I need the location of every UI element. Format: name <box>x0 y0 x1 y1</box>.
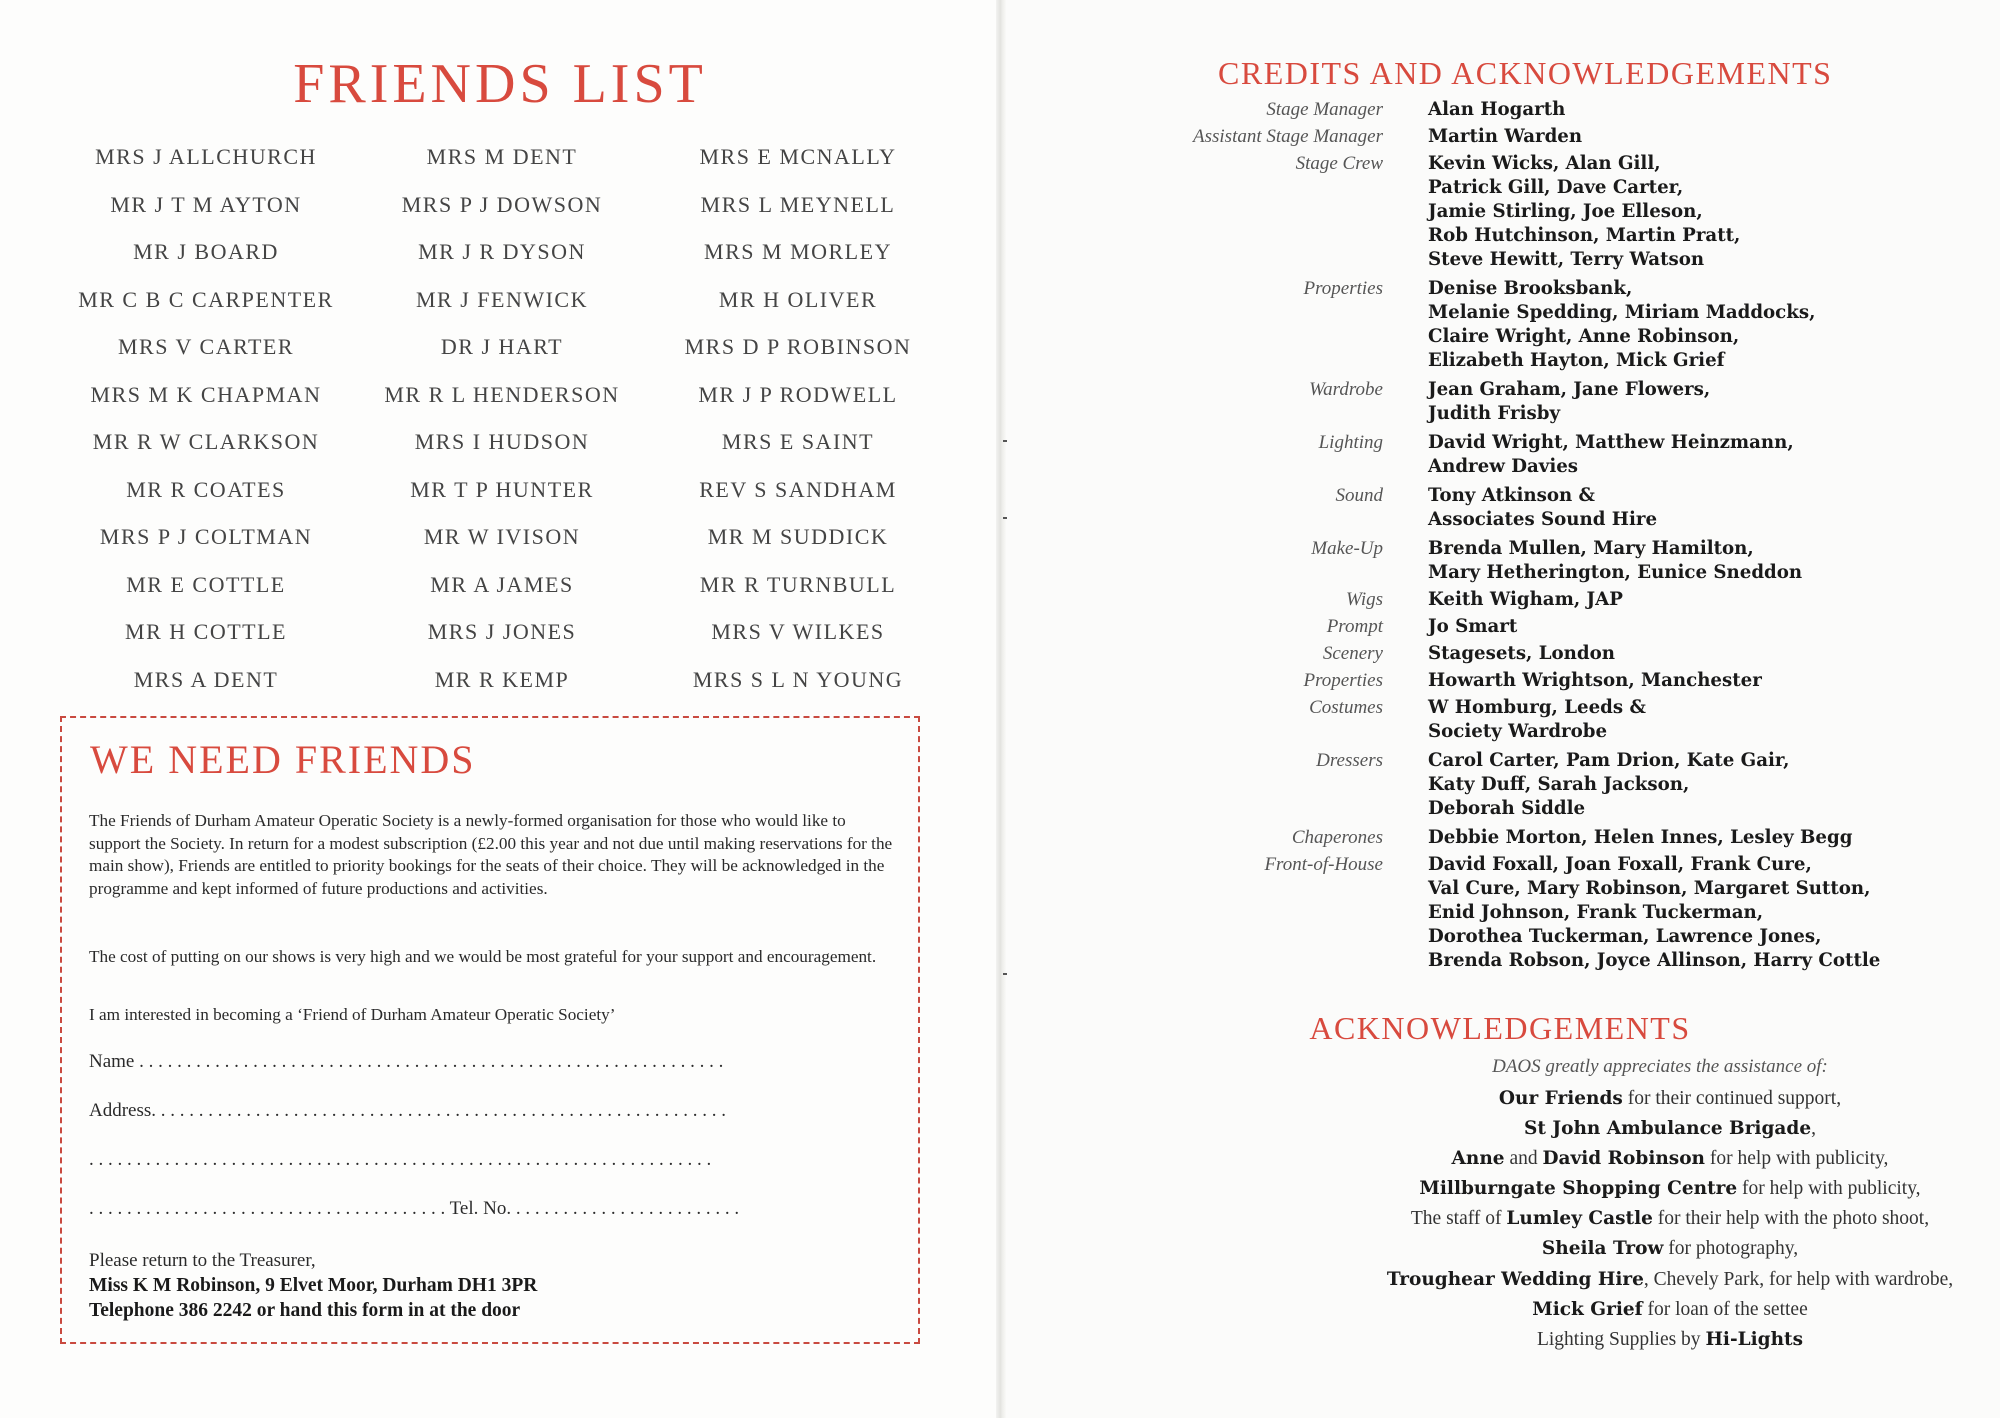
friend-name: MR J P RODWELL <box>698 381 898 407</box>
credit-names: Jean Graham, Jane Flowers, Judith Frisby <box>1428 379 1711 424</box>
acknowledgement-text: , <box>1811 1118 1816 1140</box>
acknowledgement-line <box>1370 1325 1970 1355</box>
friends-list <box>58 133 928 703</box>
friend-name: MRS J ALLCHURCH <box>95 144 317 169</box>
acknowledged-party: Hi-Lights <box>1705 1328 1804 1350</box>
credit-role: Costumes <box>1309 697 1383 718</box>
fold-mark <box>1003 440 1007 442</box>
credit-role: Stage Manager <box>1266 99 1383 120</box>
credit-row <box>1160 749 1960 821</box>
acknowledgement-line <box>1370 1265 1970 1295</box>
credit-names: David Wright, Matthew Heinzmann, Andrew Davies <box>1428 432 1794 477</box>
credit-row <box>1160 152 1960 272</box>
friend-name: MR R COATES <box>126 476 286 502</box>
credits-list <box>1160 98 1960 973</box>
friend-name: MR R TURNBULL <box>699 571 897 597</box>
friend-name: MRS M MORLEY <box>704 239 892 264</box>
friend-name: MRS S L N YOUNG <box>692 666 904 692</box>
friend-name: MR E COTTLE <box>126 571 286 597</box>
friend-name: MRS J JONES <box>427 619 577 644</box>
acknowledgements-intro: DAOS greatly appreciates the assistance of: <box>1492 1056 1828 1077</box>
credit-row <box>1160 277 1960 373</box>
credit-names: David Foxall, Joan Foxall, Frank Cure, Val Cure, Mary Robinson, Margaret Sutton, Enid Johnson, Frank Tuckerman, Dorothea Tuckerman, Lawrence Jones, Brenda Robson, Joyce Allinson, Harry Cottle <box>1428 854 1881 971</box>
credit-role: Properties <box>1303 670 1383 691</box>
treasurer-address: Miss K M Robinson, 9 Elvet Moor, Durham DH1 3PR <box>89 1275 538 1296</box>
credit-role: Stage Crew <box>1295 153 1383 174</box>
friend-name: MRS M K CHAPMAN <box>90 381 322 407</box>
acknowledgement-text: for help with publicity, <box>1705 1148 1889 1170</box>
acknowledged-party: Anne <box>1451 1148 1505 1170</box>
treasurer-telephone: Telephone 386 2242 or hand this form in at the door <box>89 1300 521 1321</box>
friend-name: MR M SUDDICK <box>707 524 889 549</box>
credit-row <box>1160 615 1960 639</box>
credit-names: Carol Carter, Pam Drion, Kate Gair, Katy Duff, Sarah Jackson, Deborah Siddle <box>1428 750 1790 819</box>
acknowledgement-text: The staff of <box>1410 1208 1507 1230</box>
acknowledgement-text: , Chevely Park, for help with wardrobe, <box>1643 1268 1954 1290</box>
friend-name: MR R KEMP <box>434 666 570 692</box>
interest-statement: I am interested in becoming a ‘Friend of Durham Amateur Operatic Society’ <box>89 1005 616 1024</box>
acknowledged-party: Troughear Wedding Hire <box>1386 1268 1644 1290</box>
fold-mark <box>1003 973 1007 975</box>
acknowledgement-text: Lighting Supplies by <box>1536 1328 1706 1350</box>
credit-role: Wigs <box>1346 589 1383 610</box>
credit-role: Chaperones <box>1291 827 1383 848</box>
credit-role: Scenery <box>1322 643 1383 664</box>
acknowledgement-text: and <box>1504 1148 1543 1170</box>
acknowledged-party: Sheila Trow <box>1541 1238 1664 1260</box>
credit-names: Denise Brooksbank, Melanie Spedding, Miriam Maddocks, Claire Wright, Anne Robinson, Elizabeth Hayton, Mick Grief <box>1428 278 1816 371</box>
friend-name: MR A JAMES <box>430 571 574 597</box>
friend-name: MR H OLIVER <box>718 286 878 312</box>
friend-name: MRS V CARTER <box>117 334 295 359</box>
credit-role: Properties <box>1303 278 1383 299</box>
credit-row <box>1160 484 1960 532</box>
friend-name: MRS L MEYNELL <box>700 191 896 217</box>
acknowledgement-text: for their continued support, <box>1622 1088 1842 1109</box>
credit-names: Jo Smart <box>1428 616 1518 637</box>
credit-names: Kevin Wicks, Alan Gill, Patrick Gill, Dave Carter, Jamie Stirling, Joe Elleson, Rob Hutchinson, Martin Pratt, Steve Hewitt, Terry Watson <box>1428 153 1741 270</box>
friend-name: MRS E MCNALLY <box>699 144 897 169</box>
friend-name: MRS P J DOWSON <box>401 191 603 217</box>
acknowledgement-text: for help with publicity, <box>1737 1178 1921 1200</box>
friend-name: MRS I HUDSON <box>414 429 590 454</box>
address-field-line-2[interactable]: . . . . . . . . . . . . . . . . . . . . . . . . . . . . . . . . . . . . . . . . . . . . . . . . . . . . . . . . . . . . . . . . . . <box>89 1149 712 1170</box>
we-need-friends-title: WE NEED FRIENDS <box>90 737 476 782</box>
acknowledged-party: Millburngate Shopping Centre <box>1419 1178 1738 1200</box>
return-instruction: Please return to the Treasurer, <box>89 1250 316 1271</box>
credit-row <box>1160 378 1960 426</box>
friend-name: MR J BOARD <box>133 239 279 264</box>
acknowledgements-title: ACKNOWLEDGEMENTS <box>1309 1010 1691 1046</box>
friend-name: MRS A DENT <box>133 666 279 692</box>
credit-names: Keith Wigham, JAP <box>1428 589 1623 610</box>
acknowledgement-text: for their help with the photo shoot, <box>1652 1208 1930 1230</box>
friend-name: MR J R DYSON <box>418 239 586 264</box>
credit-names: Stagesets, London <box>1428 643 1615 664</box>
credit-row <box>1160 826 1960 850</box>
credit-role: Lighting <box>1318 432 1383 453</box>
acknowledgement-text: for loan of the settee <box>1642 1298 1808 1320</box>
friends-list-title: FRIENDS LIST <box>293 53 707 115</box>
credit-row <box>1160 853 1960 973</box>
credit-names: Tony Atkinson & Associates Sound Hire <box>1428 485 1658 530</box>
friend-name: MR W IVISON <box>423 524 581 549</box>
credit-role: Sound <box>1335 485 1383 506</box>
acknowledgement-line <box>1370 1295 1970 1325</box>
credit-row <box>1160 696 1960 744</box>
acknowledged-party: David Robinson <box>1542 1148 1706 1170</box>
acknowledgement-line <box>1370 1114 1970 1144</box>
friend-name: MR H COTTLE <box>125 619 287 644</box>
name-field[interactable]: Name . . . . . . . . . . . . . . . . . . . . . . . . . . . . . . . . . . . . . . . . . . . . . . . . . . . . . . . . . . . . . . <box>89 1051 724 1072</box>
acknowledged-party: Mick Grief <box>1532 1298 1643 1320</box>
credit-names: Debbie Morton, Helen Innes, Lesley Begg <box>1428 827 1853 848</box>
friend-name: MR C B C CARPENTER <box>78 286 334 312</box>
acknowledged-party: St John Ambulance Brigade <box>1524 1118 1812 1140</box>
acknowledgement-text: for photography, <box>1663 1238 1799 1260</box>
credit-row <box>1160 431 1960 479</box>
credit-names: W Homburg, Leeds & Society Wardrobe <box>1428 697 1646 742</box>
friend-name: MRS P J COLTMAN <box>99 524 313 549</box>
acknowledgement-line <box>1370 1174 1970 1204</box>
credit-row <box>1160 642 1960 666</box>
credit-names: Brenda Mullen, Mary Hamilton, Mary Hetherington, Eunice Sneddon <box>1428 538 1803 583</box>
credit-row <box>1160 125 1960 149</box>
credit-role: Wardrobe <box>1309 379 1383 400</box>
credit-names: Alan Hogarth <box>1428 99 1566 120</box>
fold-mark <box>1003 517 1007 519</box>
friends-description: The Friends of Durham Amateur Operatic Society is a newly-formed organisation for those who would like to support the Society. In return for a modest subscription (£2.00 this year and not due until making reservations for the main show), Friends are entitled to priority bookings for the seats of their choice. They will be acknowledged in the programme and kept informed of future productions and activities. <box>89 811 893 898</box>
cost-appeal: The cost of putting on our shows is very high and we would be most grateful for your support and encouragement. <box>89 947 877 966</box>
acknowledgement-line <box>1370 1204 1970 1234</box>
friend-name: MR T P HUNTER <box>410 476 594 502</box>
acknowledgement-line <box>1370 1144 1970 1174</box>
telephone-field[interactable]: . . . . . . . . . . . . . . . . . . . . . . . . . . . . . . . . . . . . . . Tel. No. . . . . . . . . . . . . . . . . . . . . . . . . <box>89 1198 740 1219</box>
friend-name: REV S SANDHAM <box>699 476 897 502</box>
credit-role: Make-Up <box>1311 538 1383 559</box>
acknowledgement-line <box>1370 1084 1970 1114</box>
credit-role: Assistant Stage Manager <box>1193 126 1383 147</box>
credits-title: CREDITS AND ACKNOWLEDGEMENTS <box>1218 55 1833 91</box>
friend-name: MR J T M AYTON <box>110 191 302 217</box>
credit-role: Dressers <box>1316 750 1383 771</box>
credit-row <box>1160 537 1960 585</box>
friend-name: DR J HART <box>440 334 564 359</box>
address-field[interactable]: Address. . . . . . . . . . . . . . . . . . . . . . . . . . . . . . . . . . . . . . . . . . . . . . . . . . . . . . . . . . . . . <box>89 1100 727 1121</box>
credit-names: Howarth Wrightson, Manchester <box>1428 670 1762 691</box>
friend-name: MRS D P ROBINSON <box>684 334 912 359</box>
credit-row <box>1160 98 1960 122</box>
acknowledged-party: Our Friends <box>1498 1088 1623 1109</box>
friend-name: MRS V WILKES <box>711 619 885 644</box>
credit-row <box>1160 588 1960 612</box>
we-need-friends-box <box>60 716 920 1344</box>
acknowledgement-line <box>1370 1234 1970 1264</box>
credit-role: Prompt <box>1326 616 1383 637</box>
friend-name: MRS E SAINT <box>721 429 875 454</box>
credit-row <box>1160 669 1960 693</box>
credit-role: Front-of-House <box>1264 854 1383 875</box>
acknowledged-party: Lumley Castle <box>1506 1208 1653 1230</box>
friend-name: MR R W CLARKSON <box>92 429 320 454</box>
friend-name: MRS M DENT <box>426 144 578 169</box>
credit-names: Martin Warden <box>1428 126 1583 147</box>
friend-name: MR R L HENDERSON <box>384 381 620 407</box>
friend-name: MR J FENWICK <box>415 286 588 312</box>
page-fold <box>996 0 1006 1418</box>
acknowledgements-list <box>1180 1084 2000 1355</box>
